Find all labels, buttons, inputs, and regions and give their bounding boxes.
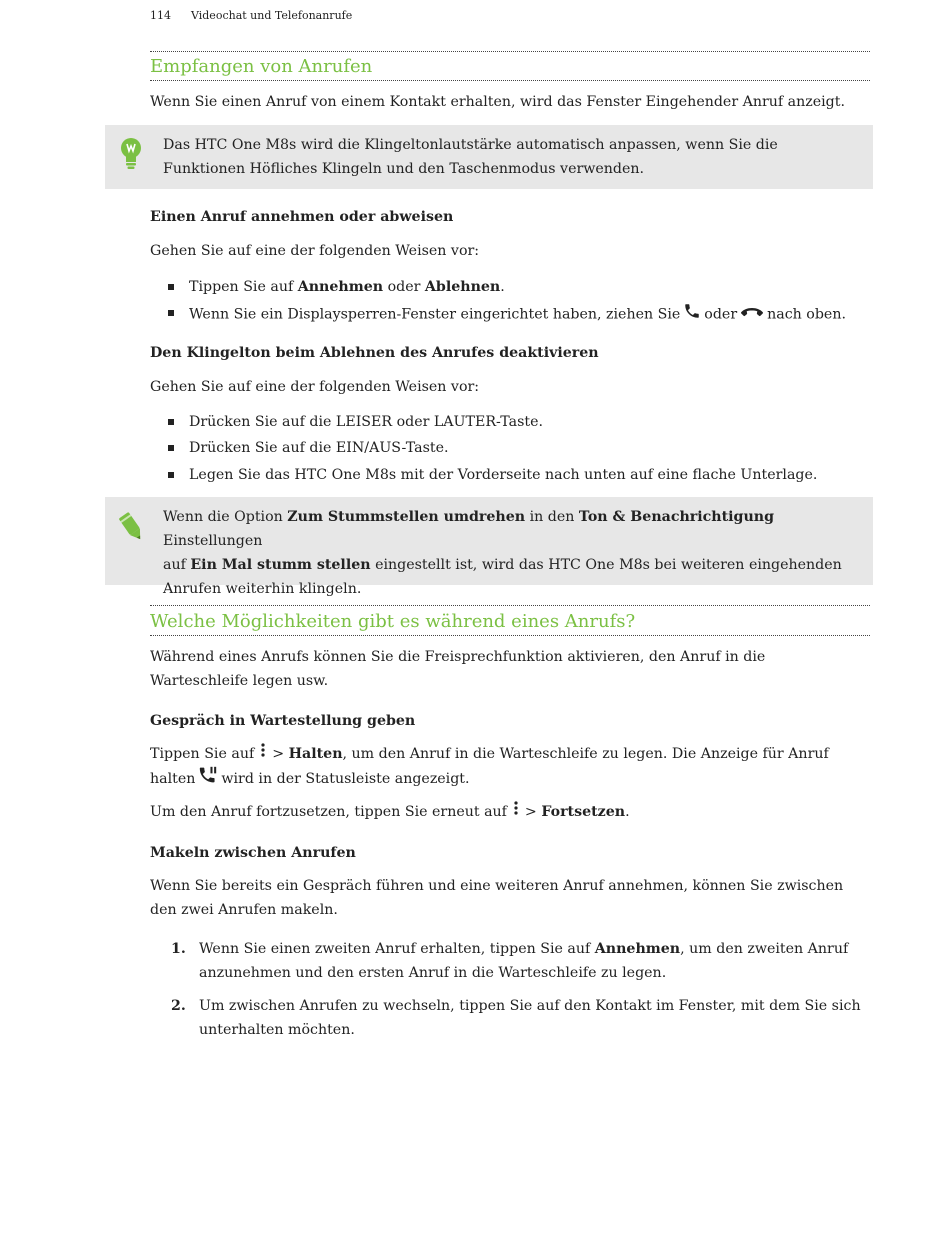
bullet-text: Drücken Sie auf die LEISER oder LAUTER-Taste. — [189, 414, 544, 430]
page-header — [150, 9, 352, 22]
phone-answer-icon — [683, 302, 701, 327]
bullet-marker — [168, 284, 174, 290]
page-number: 114 — [150, 9, 171, 22]
note-line-2: auf Ein Mal stumm stellen eingestellt ist, wird das HTC One M8s bei weiteren eingehenden — [163, 557, 842, 573]
bullet-marker — [168, 310, 174, 316]
resume-instructions: Um den Anruf fortzusetzen, tippen Sie erneut auf > Fortsetzen. — [150, 800, 870, 824]
bullet-text: Wenn Sie ein Displaysperren-Fenster eingerichtet haben, ziehen Sie oder nach oben. — [189, 302, 846, 327]
section-divider-bottom — [150, 80, 870, 81]
chapter-title: Videochat und Telefonanrufe — [191, 9, 353, 22]
more-options-icon — [257, 742, 269, 766]
hold-line-1: Tippen Sie auf > Halten, um den Anruf in die Warteschleife zu legen. Die Anzeige für Anruf — [150, 742, 870, 766]
note-box — [105, 497, 873, 597]
tip-line-1: Das HTC One M8s wird die Klingeltonlautstärke automatisch anpassen, wenn Sie die — [163, 137, 778, 153]
section-intro: Wenn Sie einen Anruf von einem Kontakt erhalten, wird das Fenster Eingehender Anruf anzeigt. — [150, 94, 845, 110]
bullet-marker — [168, 472, 174, 478]
step-number: 2. — [171, 998, 186, 1014]
more-options-icon — [510, 800, 522, 824]
note-line-1: Wenn die Option Zum Stummstellen umdrehen in den Ton & Benachrichtigung Einstellungen — [163, 509, 775, 549]
phone-reject-icon — [740, 304, 764, 326]
subheading-answer-reject: Einen Anruf annehmen oder abweisen — [150, 209, 454, 225]
bullet-text: Drücken Sie auf die EIN/AUS-Taste. — [189, 440, 449, 456]
section-divider-top — [150, 605, 870, 606]
hold-line-2: halten wird in der Statusleiste angezeigt. — [150, 766, 870, 792]
switch-calls-intro: Wenn Sie bereits ein Gespräch führen und eine weiteren Anruf annehmen, können Sie zwischen den zwei Anrufen makeln. — [150, 878, 844, 918]
mute-ringtone-intro: Gehen Sie auf eine der folgenden Weisen vor: — [150, 379, 480, 395]
note-line-3: Anrufen weiterhin klingeln. — [163, 581, 362, 597]
tip-text — [163, 133, 863, 181]
note-text — [163, 505, 863, 601]
bullet-marker — [168, 445, 174, 451]
subheading-mute-ringtone: Den Klingelton beim Ablehnen des Anrufes deaktivieren — [150, 345, 599, 361]
tip-line-2: Funktionen Höfliches Klingeln und den Taschenmodus verwenden. — [163, 161, 645, 177]
section-title-during-call: Welche Möglichkeiten gibt es während eines Anrufs? — [150, 611, 636, 632]
call-on-hold-icon — [198, 766, 218, 792]
answer-reject-intro: Gehen Sie auf eine der folgenden Weisen vor: — [150, 243, 480, 259]
section-title-receiving-calls: Empfangen von Anrufen — [150, 56, 373, 77]
pencil-icon — [117, 509, 145, 547]
step-number: 1. — [171, 941, 186, 957]
bullet-text: Legen Sie das HTC One M8s mit der Vorderseite nach unten auf eine flache Unterlage. — [189, 467, 818, 483]
bullet-marker — [168, 419, 174, 425]
subheading-switch-calls: Makeln zwischen Anrufen — [150, 845, 356, 861]
step-text: Wenn Sie einen zweiten Anruf erhalten, tippen Sie auf Annehmen, um den zweiten Anruf anzunehmen und den ersten Anruf in die Warteschleife zu legen. — [199, 941, 849, 981]
section-divider-bottom — [150, 635, 870, 636]
subheading-hold: Gespräch in Wartestellung geben — [150, 713, 416, 729]
during-call-intro: Während eines Anrufs können Sie die Freisprechfunktion aktivieren, den Anruf in die Warteschleife legen usw. — [150, 649, 766, 689]
hold-instructions — [150, 742, 870, 792]
section-divider-top — [150, 51, 870, 52]
step-text: Um zwischen Anrufen zu wechseln, tippen Sie auf den Kontakt im Fenster, mit dem Sie sich unterhalten möchten. — [199, 998, 861, 1038]
tip-box — [105, 125, 873, 189]
lightbulb-icon — [117, 135, 145, 175]
bullet-text: Tippen Sie auf Annehmen oder Ablehnen. — [189, 279, 505, 295]
